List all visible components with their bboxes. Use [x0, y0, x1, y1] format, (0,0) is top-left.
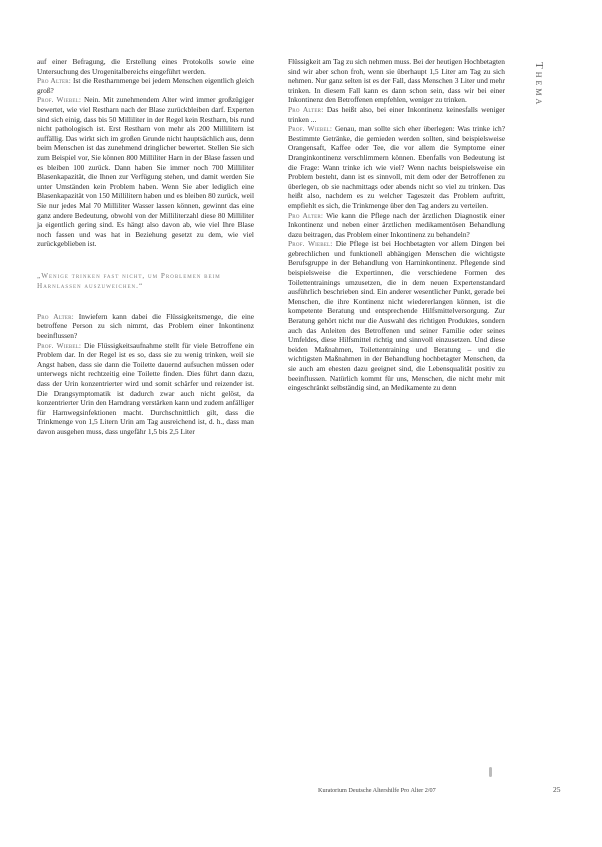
page-footer: Kuratorium Deutsche Altershilfe Pro Alter 2/07: [318, 787, 436, 794]
section-label: Thema: [533, 62, 545, 108]
paragraph-text: Das heißt also, bei einer Inkontinenz keinesfalls weniger trinken ...: [288, 104, 505, 124]
paragraph-text: Inwiefern kann dabei die Flüssigkeitsmenge, die eine betroffene Person zu sich nimmt, das Problem einer Inkontinenz beeinflussen?: [37, 311, 254, 341]
paragraph-text: Die Pflege ist bei Hochbetagten vor allem Dingen bei gebrechlichen und funktionell abhängigen Menschen die wichtigste Berufsgruppe in der Behandlung von Harninkontinenz. Pflegende sind beispielsweise die Expertinnen, die verschiedene Formen des Toilettentrainings umzusetzen, die in dem neuen Expertenstandard ausführlich beschrieben sind. Ein anderer wesentlicher Punkt, gerade bei Menschen, die ihre Kontinenz nicht wiedererlangen können, ist die kompetente Beratung und entsprechende Hilfsmittelversorgung. Zur Beratung gehört nicht nur die Auswahl des richtigen Produktes, sondern auch das Anleiten des Betroffenen und seiner Familie oder seines Umfeldes, diese Hilfsmittel richtig und sinnvoll einzusetzen. Und diese beiden Maßnahmen, Toilettentraining und Beratung – und die wichtigsten Maßnahmen in der Behandlung hochbetagter Menschen, da sie auch am ehesten dazu geeignet sind, die Lebensqualität positiv zu beeinflussen. Natürlich kommt für uns, Menschen, die nicht mehr mit eingeschränkt selbständig sind, an Medikamente zu denn: [288, 239, 505, 393]
pull-quote: „Wenige trinken fast nicht, um Problemen beim Harnlassen auszuweichen.“: [37, 271, 221, 291]
left-column: [37, 57, 254, 437]
speaker-label: Pro Alter:: [37, 311, 74, 321]
page-number: 25: [553, 785, 561, 794]
paragraph-text: auf einer Befragung, die Erstellung eines Protokolls sowie eine Untersuchung des Urogenitalbereichs eingeführt werden.: [37, 57, 254, 76]
decorative-mark: [489, 767, 492, 777]
paragraph-text: Flüssigkeit am Tag zu sich nehmen muss. Bei der heutigen Hochbetagten sind wir aber schon froh, wenn sie überhaupt 1,5 Liter am Tag zu sich nehmen. Nur ganz selten ist es der Fall, dass Menschen 3 Liter und mehr trinken. In diesem Fall kann es dann schon sein, dass wir bei einer Inkontinenz den Betroffenen empfehlen, weniger zu trinken.: [288, 57, 505, 105]
right-column: [288, 57, 505, 393]
paragraph-text: Wie kann die Pflege nach der ärztlichen Diagnostik einer Inkontinenz und neben einer ärztlichen medikamentösen Behandlung dazu beitragen, das Problem einer Inkontinenz zu behandeln?: [288, 210, 505, 239]
speaker-label: Pro Alter:: [288, 210, 324, 220]
paragraph-text: Nein. Mit zunehmendem Alter wird immer großzügiger bewertet, wie viel Restharn nach der Blase zurückbleiben darf. Experten sind sich einig, dass bis 50 Milliliter in der Regel kein Restharn, bis rund nicht pathologisch ist. Erst Restharn von mehr als 200 Millilitern ist auffällig. Das wirkt sich im großen Grunde nicht hauptsächlich aus, denn beim Menschen ist das zunehmend dringlicher bewertet. Stellen Sie sich zum Beispiel vor, Sie können 800 Milliliter Harn in der Blase fassen und es bleiben 100 zurück. Dann haben Sie immer noch 700 Milliliter Blasenkapazität, die Ihnen zur Verfügung stehen, und damit werden Sie unter Umständen kein Problem haben. Wenn Sie aber lediglich eine Blasenkapazität von 150 Millilitern haben und es bleiben 80 zurück, weil Sie nur jedes Mal 70 Milliliter Wasser lassen können, gewinnt das eine ganz andere Bedeutung, obwohl von der Milliliterzahl diese 80 Milliliter ja eigentlich gering sind. Es hängt also davon ab, wie viel Ihre Blase noch fassen und was hat in Beziehung gesetzt zu dem, wie viel zurückgeblieben ist.: [37, 95, 254, 249]
speaker-label: Prof. Wiebel:: [288, 124, 333, 134]
speaker-label: Prof. Wiebel:: [288, 239, 333, 249]
paragraph-text: Die Flüssigkeitsaufnahme stellt für viele Betroffene ein Problem dar. In der Regel ist es so, dass sie zu wenig trinken, weil sie Angst haben, dass sie dann die Toilette dauernd aufsuchen müssen oder unterwegs nicht rechtzeitig eine Toilette finden. Dies führt dann dazu, dass der Urin konzentrierter wird und somit schärfer und reizender ist. Die Drangsymptomatik ist dadurch zwar auch nicht gelöst, da konzentrierter Urin den Harndrang verstärken kann und zudem anfälliger für Harnwegsinfektionen macht. Durchschnittlich gilt, dass die Trinkmenge von 1,5 Litern Urin am Tag ausreichend ist, d. h., dass man davon ausgehen muss, dass ungefähr 1,5 bis 2,5 Liter: [37, 340, 254, 436]
speaker-label: Pro Alter:: [288, 104, 324, 114]
speaker-label: Pro Alter:: [37, 76, 72, 86]
speaker-label: Prof. Wiebel:: [37, 95, 82, 105]
paragraph-text: Ist die Restharnmenge bei jedem Menschen eigentlich gleich groß?: [37, 76, 254, 95]
speaker-label: Prof. Wiebel:: [37, 340, 82, 350]
paragraph-text: Genau, man sollte sich eher überlegen: Was trinke ich? Bestimmte Getränke, die gemieden werden sollten, sind beispielsweise Orangensaft, Kaffee oder Tee, die vor allem die Symptome einer Dranginkontinenz verschlimmern können. Ebenfalls von Bedeutung ist die Frage: Wann trinke ich wie viel? Wenn nachts beispielsweise ein Problem besteht, dann ist es sinnvoll, mit dem oder der Betroffenen zu überlegen, ob sie nachmittags oder abends nicht so viel zu trinken. Das heißt also, nachdem es zu welcher Tageszeit das Problem auftritt, empfiehlt es sich, die Trinkmenge über den Tag anders zu verteilen.: [288, 124, 506, 210]
